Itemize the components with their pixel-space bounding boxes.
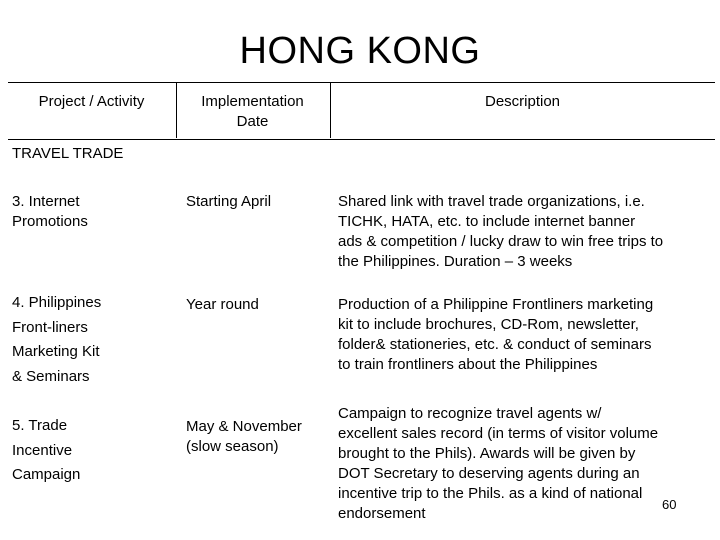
activity-line: 4. Philippines [12, 294, 102, 311]
header-project-label: Project / Activity [38, 93, 145, 110]
section-heading: TRAVEL TRADE [12, 145, 124, 162]
activity-line: & Seminars [12, 367, 90, 385]
description-line: excellent sales record (in terms of visitor volume [338, 425, 659, 442]
table-header [8, 82, 715, 140]
description-line: DOT Secretary to deserving agents during an [338, 465, 640, 482]
header-description-label: Description [484, 93, 561, 110]
activity-line: 3. Internet [12, 193, 80, 210]
description-line: the Philippines. Duration – 3 weeks [338, 253, 573, 270]
activity-line: Campaign [12, 466, 81, 483]
description-line: brought to the Phils). Awards will be given by [338, 445, 636, 462]
description-line: endorsement [338, 505, 426, 522]
row-3-description [338, 404, 658, 524]
activity-line: Promotions [12, 213, 88, 230]
header-description [330, 83, 715, 139]
description-line: Production of a Philippine Frontliners marketing [338, 296, 654, 313]
row-1-activity [12, 192, 88, 232]
date-line: (slow season) [186, 438, 279, 455]
activity-line: Marketing Kit [12, 343, 100, 360]
row-1-description [338, 192, 663, 272]
description-line: to train frontliners about the Philippines [338, 356, 598, 373]
header-date-line2: Date [236, 113, 269, 130]
date-line: May & November [186, 418, 302, 435]
column-divider [330, 82, 331, 138]
header-implementation-date [176, 83, 329, 139]
description-line: TICHK, HATA, etc. to include internet banner [338, 213, 636, 230]
row-1-date [186, 192, 271, 212]
header-project-activity [8, 83, 175, 139]
row-2-description [338, 295, 653, 375]
row-3-activity [12, 414, 80, 488]
row-2-activity [12, 291, 101, 389]
description-line: kit to include brochures, CD-Rom, newsletter, [338, 316, 639, 333]
row-3-date [186, 417, 302, 457]
column-divider [176, 82, 177, 138]
page-title: HONG KONG [239, 30, 481, 72]
page-number: 60 [662, 497, 677, 512]
activity-line: Front-liners [12, 318, 88, 336]
activity-line: Incentive [12, 441, 73, 459]
activity-line: 5. Trade [12, 417, 68, 434]
description-line: folder& stationeries, etc. & conduct of seminars [338, 336, 652, 353]
description-line: ads & competition / lucky draw to win free trips to [338, 233, 664, 250]
date-line: Year round [186, 296, 259, 313]
date-line: Starting April [186, 193, 272, 210]
description-line: incentive trip to the Phils. as a kind of national [338, 485, 643, 502]
header-date-line1: Implementation [201, 93, 304, 110]
description-line: Campaign to recognize travel agents w/ [338, 405, 602, 422]
row-2-date [186, 295, 259, 315]
description-line: Shared link with travel trade organizations, i.e. [338, 193, 645, 210]
